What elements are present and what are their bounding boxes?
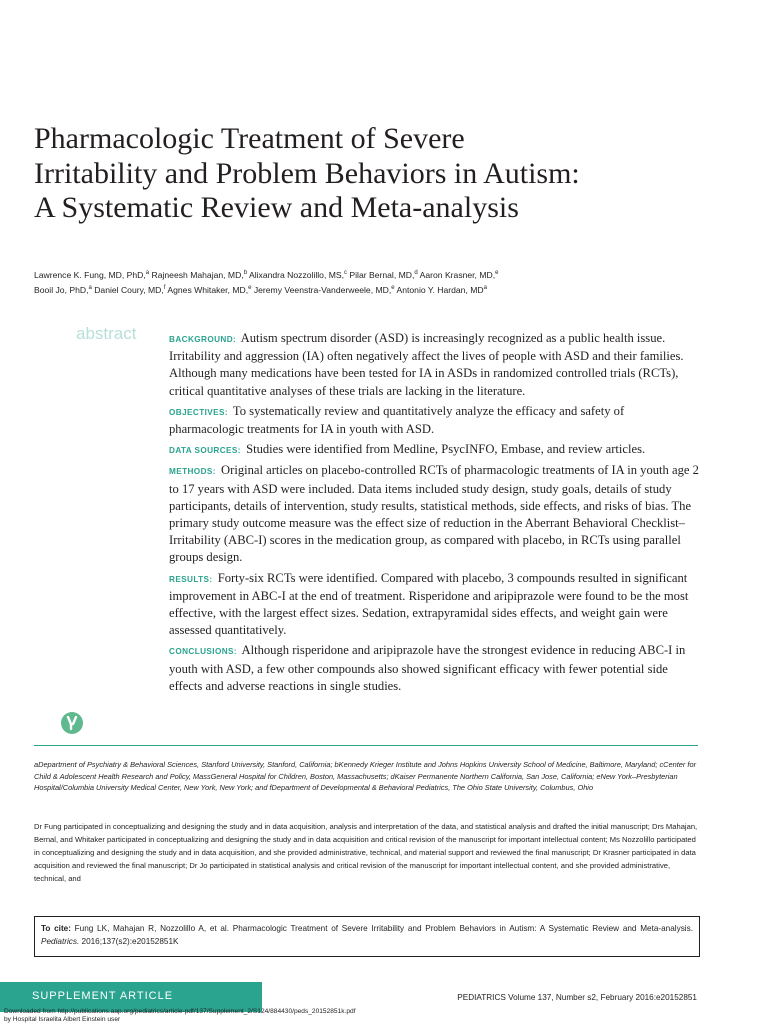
author-affiliation-mark: b: [243, 270, 248, 276]
author-name: Lawrence K. Fung, MD, PhD,: [34, 269, 146, 280]
section-heading: DATA SOURCES:: [169, 446, 241, 456]
journal-logo-icon: [61, 712, 83, 734]
author-contributions: Dr Fung participated in conceptualizing and designing the study and in data acquisition, analysis and interpretation of the data, and statistical analysis and drafted the initial manuscript; Drs Mahajan, Bernal, and Whitaker participated in conceptualizing and designing the study and in data acquisition and critical revision of the manuscript for important intellectual content; Ms Nozzolillo participated in conceptualizing and designing the study and in data acquisition, and she provided administrative, technical, and material support and reviewed the final manuscript; Dr Krasner participated in data acquisition and reviewed the final manuscript; Dr Jo participated in statistical analysis and critical revision of the manuscript for important intellectual content, and she provided administrative, technical, and: [34, 822, 698, 883]
citation-box: [34, 916, 700, 957]
abstract-methods: [169, 462, 699, 566]
author-list: [34, 267, 714, 297]
abstract-data-sources: [169, 441, 699, 459]
section-text: To systematically review and quantitatively analyze the efficacy and safety of pharmacologic treatments for IA in youth with ASD.: [169, 403, 625, 437]
author-affiliation-mark: e: [248, 284, 252, 291]
download-notice: [4, 1008, 464, 1024]
abstract-conclusions: [169, 642, 699, 695]
section-heading: CONCLUSIONS:: [169, 647, 238, 657]
section-heading: OBJECTIVES:: [169, 407, 228, 417]
author-name: Daniel Coury, MD,: [94, 284, 164, 295]
section-text: Original articles on placebo-controlled RCTs of pharmacologic treatments of IA in youth age 2 to 17 years with ASD were included. Data items included study design, study goals, details of study participants, details of intervention, study results, statistical methods, side effects, and risks of bias. The primary study outcome measure was the effect size of reduction in the Aberrant Behavioral Checklist–Irritability (ABC-I) scores in the medication group, as compared with placebo, in RCTs using parallel groups design.: [169, 463, 699, 565]
author-name: Alixandra Nozzolillo, MS,: [248, 269, 345, 280]
section-divider: [34, 745, 698, 746]
abstract-results: [169, 570, 699, 640]
affiliations: aDepartment of Psychiatry & Behavioral Sciences, Stanford University, Stanford, California; bKennedy Krieger Institute and Johns Hopkins University School of Medicine, Baltimore, Maryland; cCenter for Child & Adolescent Health Research and Policy, MassGeneral Hospital for Children, Boston, Massachusetts; dKaiser Permanente Northern California, San Jose, California; eNew York–Presbyterian Hospital/Columbia University Medical Center, New York, New York; and fDepartment of Developmental & Behavioral Pediatrics, The Ohio State University, Columbus, Ohio: [34, 760, 697, 793]
section-heading: BACKGROUND:: [169, 335, 237, 344]
citation-ref: 2016;137(s2):e20152851K: [81, 937, 179, 946]
author-affiliation-mark: a: [145, 270, 150, 276]
section-text: Studies were identified from Medline, PsycINFO, Embase, and review articles.: [246, 442, 646, 457]
section-heading: METHODS:: [169, 467, 216, 477]
author-affiliation-mark: a: [483, 284, 487, 291]
citation-label: To cite:: [41, 924, 71, 933]
author-affiliation-mark: e: [391, 284, 395, 291]
author-name: Aaron Krasner, MD,: [419, 269, 496, 280]
author-name: Jeremy Veenstra-Vanderweele, MD,: [253, 284, 392, 295]
section-text: Autism spectrum disorder (ASD) is increasingly recognized as a public health issue. Irritability and aggression (IA) often negatively affect the lives of people with ASD and their families. Although many medications have been tested for IA in ASDs in randomized controlled trials (RCTs), critical quantitative analyses of these trials are lacking in the literature.: [169, 331, 684, 398]
download-line: Downloaded from http://publications.aap.org/pediatrics/article-pdf/137/Supplement_2/S124/884430/peds_20152851k.pdf: [4, 1008, 356, 1015]
journal-footer: PEDIATRICS Volume 137, Number s2, February 2016:e20152851: [457, 993, 697, 1002]
article-type-label: SUPPLEMENT ARTICLE: [32, 990, 174, 1002]
abstract-objectives: [169, 403, 699, 438]
author-name: Agnes Whitaker, MD,: [167, 284, 249, 295]
section-text: Forty-six RCTs were identified. Compared with placebo, 3 compounds resulted in significant improvement in ABC-I at the end of treatment. Risperidone and aripiprazole were found to be the most effective, with the largest effect sizes. Sedation, extrapyramidal sides effects, and weight gain were assessed quantitatively.: [169, 570, 689, 638]
author-affiliation-mark: c: [344, 270, 348, 276]
article-title: Pharmacologic Treatment of Severe Irritability and Problem Behaviors in Autism: A Systematic Review and Meta-analysis: [34, 122, 580, 224]
section-text: Although risperidone and aripiprazole have the strongest evidence in reducing ABC-I in youth with ASD, a few other compounds also showed significant efficacy with fewer potential side effects and adverse reactions in single studies.: [169, 643, 686, 693]
author-name: Antonio Y. Hardan, MD: [396, 284, 484, 295]
citation-text: Fung LK, Mahajan R, Nozzolillo A, et al. Pharmacologic Treatment of Severe Irritability and Problem Behaviors in Autism: A Systematic Review and Meta-analysis.: [74, 924, 693, 933]
citation-journal: Pediatrics.: [41, 937, 80, 946]
author-name: Pilar Bernal, MD,: [349, 269, 415, 280]
author-name: Rajneesh Mahajan, MD,: [151, 269, 244, 280]
download-user-line: by Hospital Israelita Albert Einstein user: [4, 1016, 121, 1023]
abstract-label: abstract: [76, 324, 137, 343]
section-heading: RESULTS:: [169, 574, 213, 584]
abstract-body: [169, 330, 699, 698]
author-affiliation-mark: e: [495, 270, 499, 276]
author-affiliation-mark: d: [414, 270, 418, 276]
author-affiliation-mark: f: [163, 284, 166, 291]
author-name: Booil Jo, PhD,: [34, 284, 89, 295]
abstract-background: [169, 330, 699, 400]
author-affiliation-mark: a: [88, 284, 92, 291]
